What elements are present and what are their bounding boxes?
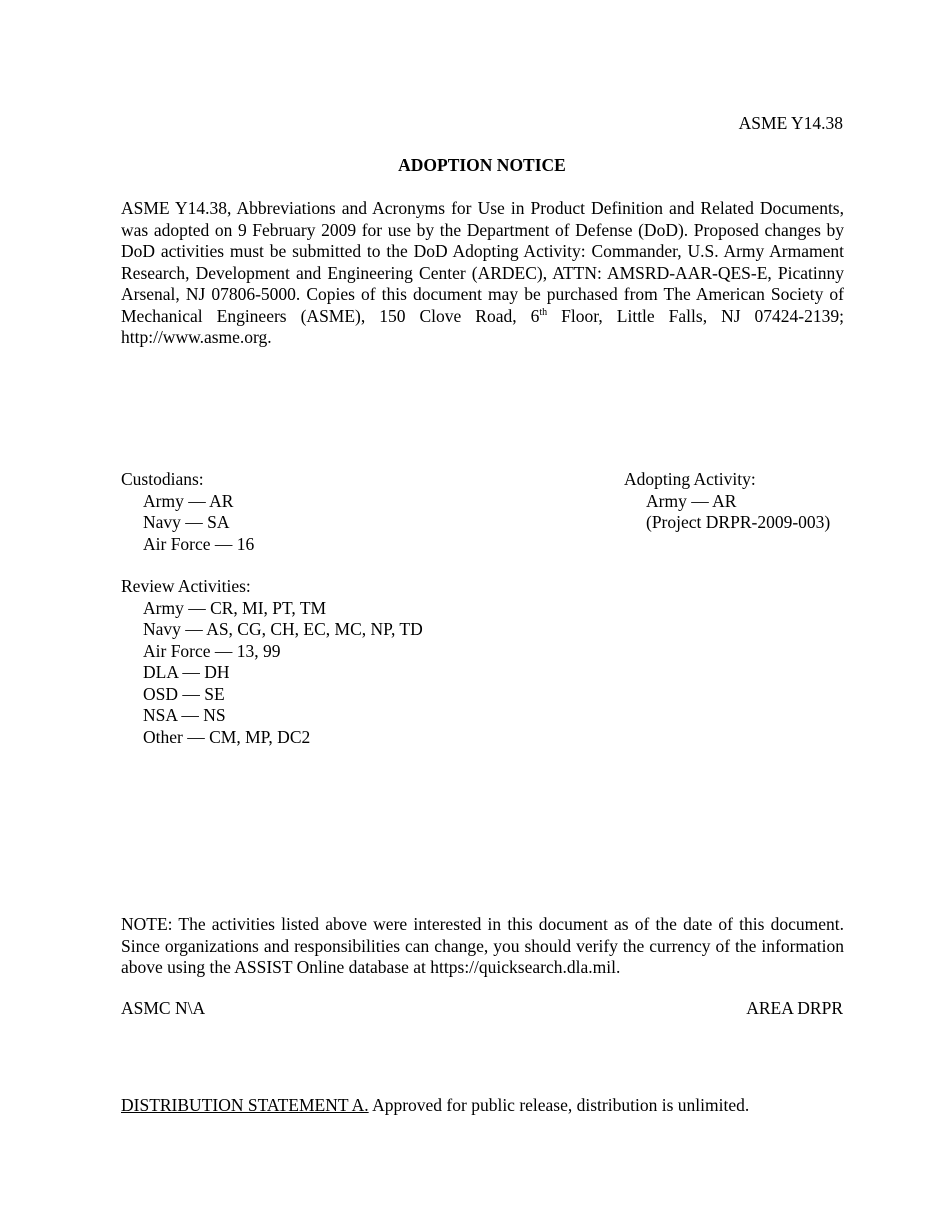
note-paragraph: NOTE: The activities listed above were interested in this document as of the date of this document. Since organizations and responsibilities can change, you should verify the currency of the information above using the ASSIST Online database at https://quicksearch.dla.mil. [121,914,844,977]
distribution-statement [121,1095,749,1117]
document-id: ASME Y14.38 [738,113,843,133]
review-activity-item: Navy — AS, CG, CH, EC, MC, NP, TD [143,619,423,639]
asmc-code: ASMC N\A [121,998,206,1018]
review-activity-item: NSA — NS [143,705,226,725]
intro-paragraph [121,198,844,349]
adopting-activity-item: Army — AR [646,490,737,511]
distribution-label: DISTRIBUTION STATEMENT A. [121,1095,369,1115]
custodian-item: Navy — SA [143,512,230,532]
review-activities-block [121,576,423,748]
custodians-block [121,469,254,555]
adopting-activity-heading: Adopting Activity: [624,469,756,489]
page-title: ADOPTION NOTICE [398,155,566,175]
intro-text: ASME Y14.38, Abbreviations and Acronyms for Use in Product Definition and Related Documents, was adopted on 9 February 2009 for use by the Department of Defense (DoD). Proposed changes by DoD activities must be submitted to the DoD Adopting Activity: Commander, U.S. Army Armament Research, Development and Engineering Center (ARDEC), ATTN: AMSRD-AAR-QES-E, Picatinny Arsenal, NJ 07806-5000. Copies of this document may be purchased from The American Society of Mechanical Engineers (ASME), 150 Clove Road, 6 [121,198,844,326]
adopting-activity-item: (Project DRPR-2009-003) [646,512,831,532]
review-activity-item: Army — CR, MI, PT, TM [143,597,327,618]
custodian-item: Air Force — 16 [143,533,255,554]
review-activity-item: Air Force — 13, 99 [143,640,281,661]
distribution-text: Approved for public release, distribution is unlimited. [368,1095,750,1115]
review-activities-heading: Review Activities: [121,576,251,596]
review-activity-item: OSD — SE [143,683,225,704]
custodians-heading: Custodians: [121,469,204,489]
review-activity-item: DLA — DH [143,662,230,682]
area-code: AREA DRPR [746,998,843,1018]
adopting-activity-block [624,469,830,534]
custodian-item: Army — AR [143,490,234,511]
review-activity-item: Other — CM, MP, DC2 [143,726,311,747]
ordinal-superscript: th [539,306,548,318]
intro-text-continued: Floor, Little Falls, NJ 07424-2139; http://www.asme.org. [121,305,844,347]
